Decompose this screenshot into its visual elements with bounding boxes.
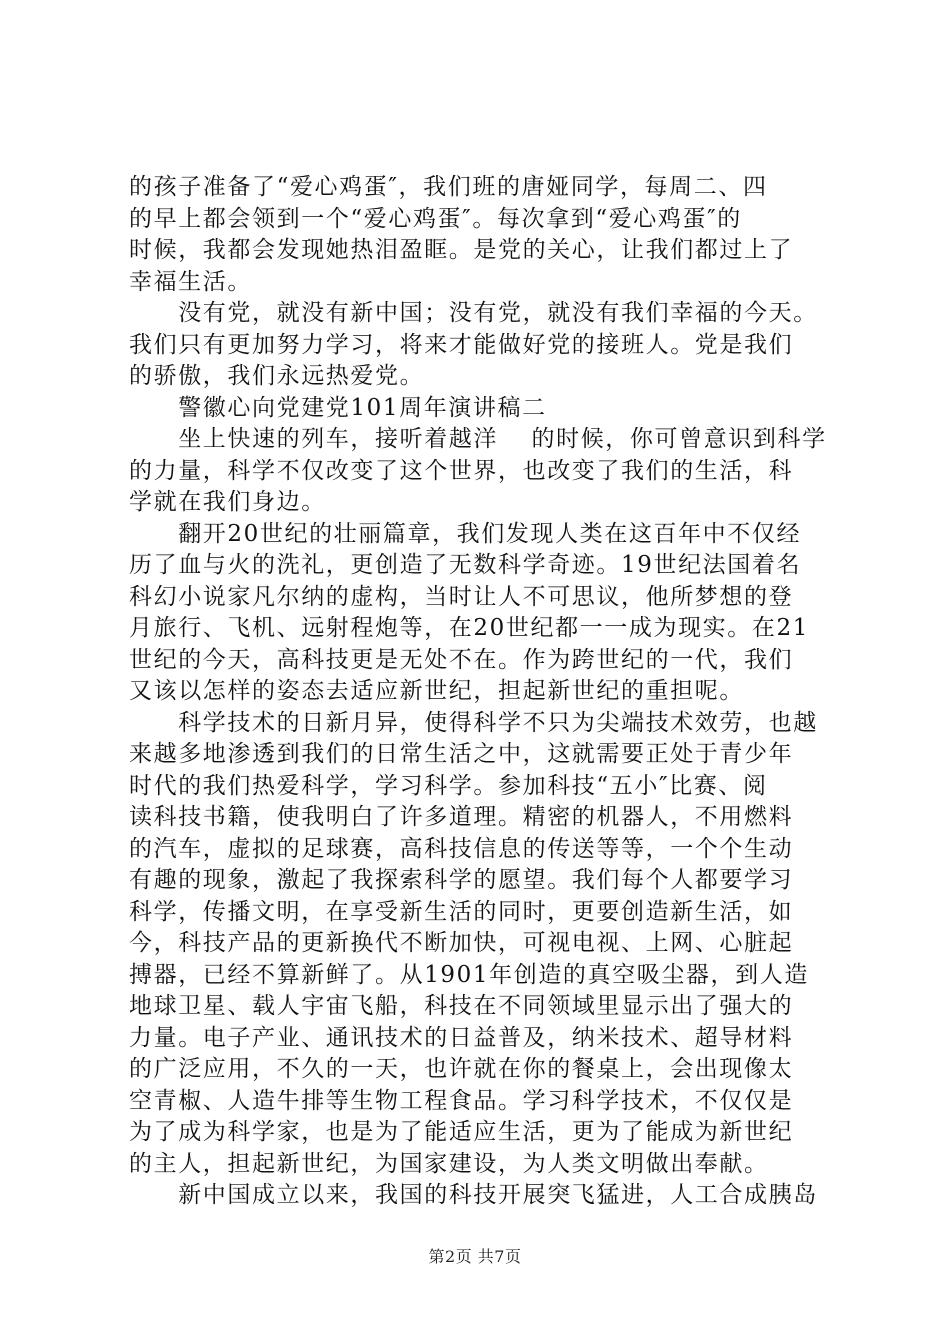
text-line: 的广泛应用，不久的一天，也许就在你的餐桌上，会出现像太 bbox=[129, 1056, 794, 1082]
text-line: 新中国成立以来，我国的科技开展突飞猛进，人工合成胰岛 bbox=[129, 1182, 818, 1208]
text-line: 翻开20世纪的壮丽篇章，我们发现人类在这百年中不仅经 bbox=[129, 520, 802, 547]
text-line: 地球卫星、载人宇宙飞船，科技在不同领域里显示出了强大的 bbox=[129, 993, 794, 1019]
text-line: 科学，传播文明，在享受新生活的同时，更要创造新生活，如 bbox=[129, 898, 794, 925]
text-line: 我们只有更加努力学习，将来才能做好党的接班人。党是我们 bbox=[129, 331, 794, 358]
text-line: 的汽车，虚拟的足球赛，高科技信息的传送等等，一个个生动 bbox=[129, 835, 794, 862]
text-line: 的早上都会领到一个“爱心鸡蛋″。每次拿到“爱心鸡蛋″的 bbox=[129, 205, 742, 232]
text-line: 没有党，就没有新中国；没有党，就没有我们幸福的今天。 bbox=[129, 300, 818, 326]
text-line: 有趣的现象，激起了我探索科学的愿望。我们每个人都要学习 bbox=[129, 867, 794, 893]
text-line: 的孩子准备了“爱心鸡蛋″，我们班的唐娅同学，每周二、四 bbox=[129, 174, 768, 200]
document-body bbox=[129, 172, 834, 1212]
text-line: 世纪的今天，高科技更是无处不在。作为跨世纪的一代，我们 bbox=[129, 646, 794, 673]
section-heading: 警徽心向党建党101周年演讲稿二 bbox=[129, 394, 547, 421]
text-line: 今，科技产品的更新换代不断加快，可视电视、上网、心脏起 bbox=[129, 930, 794, 956]
page-number-footer: 第2页 共7页 bbox=[428, 1247, 522, 1266]
text-line: 的主人，担起新世纪，为国家建设，为人类文明做出奉献。 bbox=[129, 1150, 769, 1177]
text-line: 历了血与火的洗礼，更创造了无数科学奇迹。19世纪法国着名 bbox=[129, 552, 802, 578]
text-line: 又该以怎样的姿态去适应新世纪，担起新世纪的重担呢。 bbox=[129, 678, 744, 704]
text-line: 的力量，科学不仅改变了这个世界，也改变了我们的生活，科 bbox=[129, 457, 794, 484]
text-line: 时候，我都会发现她热泪盈眶。是党的关心，让我们都过上了 bbox=[129, 237, 794, 263]
text-line: 学就在我们身边。 bbox=[129, 489, 326, 515]
text-line: 的骄傲，我们永远热爱党。 bbox=[129, 363, 425, 389]
text-line: 幸福生活。 bbox=[129, 268, 252, 295]
text-line: 读科技书籍，使我明白了许多道理。精密的机器人，不用燃料 bbox=[129, 804, 794, 830]
text-line: 为了成为科学家，也是为了能适应生活，更为了能成为新世纪 bbox=[129, 1119, 794, 1145]
text-line: 力量。电子产业、通讯技术的日益普及，纳米技术、超导材料 bbox=[129, 1024, 794, 1051]
text-line: 科学技术的日新月异，使得科学不只为尖端技术效劳，也越 bbox=[129, 709, 818, 736]
text-line: 科幻小说家凡尔纳的虚构，当时让人不可思议，他所梦想的登 bbox=[129, 583, 794, 610]
text-line: 坐上快速的列车，接听着越洋 的时候，你可曾意识到科学 bbox=[129, 426, 827, 452]
text-line: 月旅行、飞机、远射程炮等，在20世纪都一一成为现实。在21 bbox=[129, 615, 809, 641]
text-line: 时代的我们热爱科学，学习科学。参加科技“五小″比赛、阅 bbox=[129, 772, 768, 799]
text-line: 来越多地渗透到我们的日常生活之中，这就需要正处于青少年 bbox=[129, 741, 794, 767]
text-line: 空青椒、人造牛排等生物工程食品。学习科学技术，不仅仅是 bbox=[129, 1087, 794, 1114]
text-line: 搏器，已经不算新鲜了。从1901年创造的真空吸尘器，到人造 bbox=[129, 961, 809, 988]
